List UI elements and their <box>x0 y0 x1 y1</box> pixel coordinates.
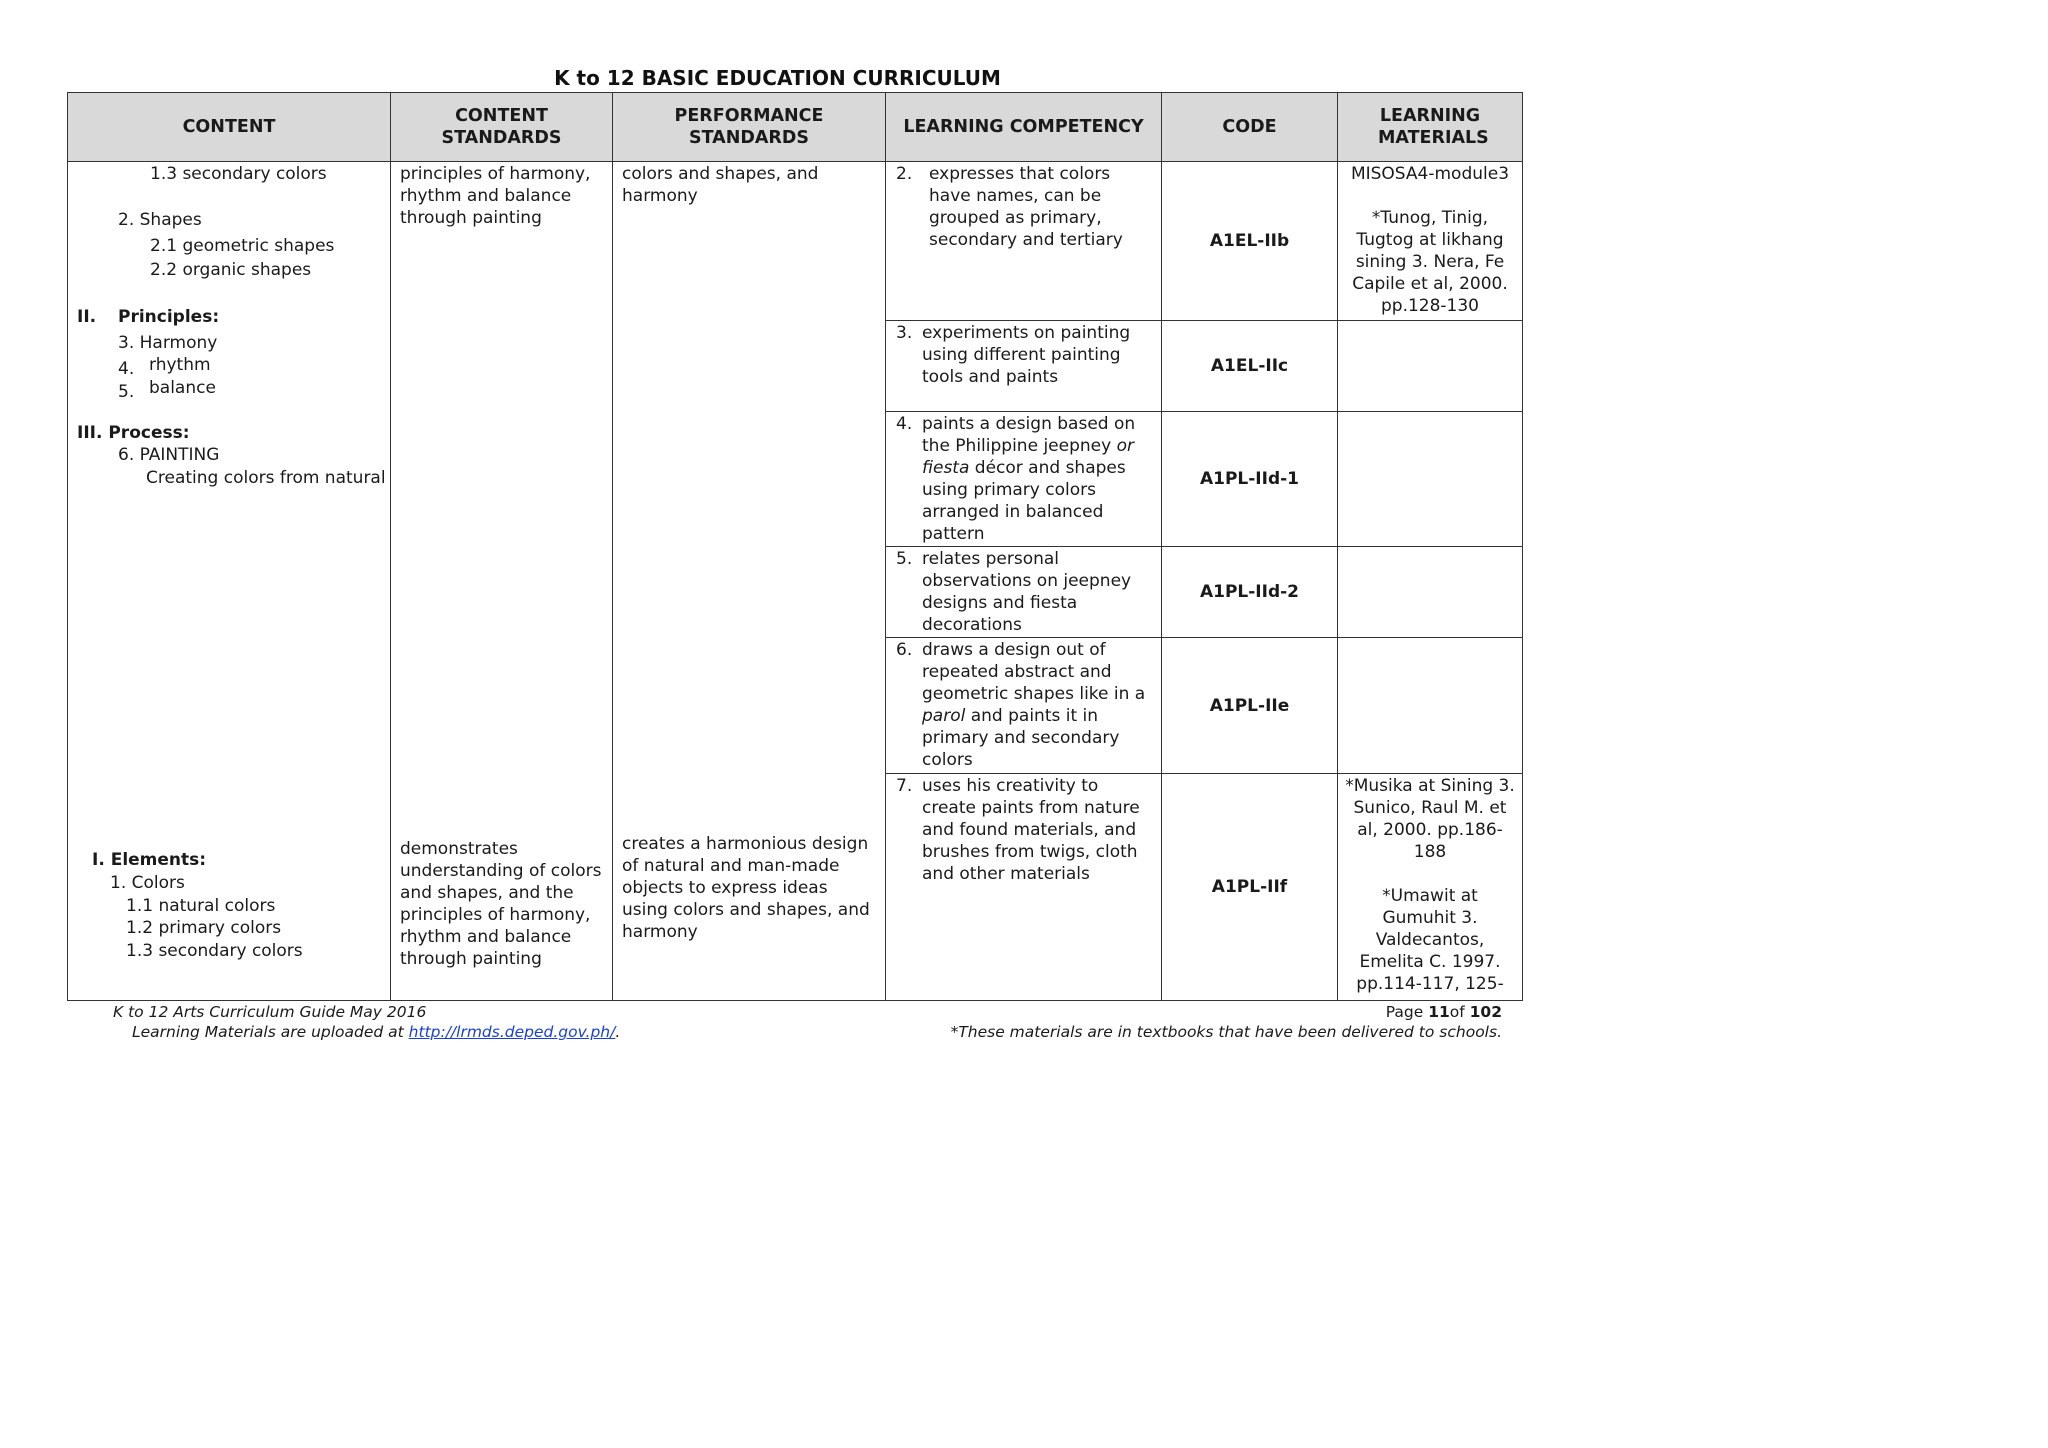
materials-cell <box>1338 321 1523 412</box>
competency-cell <box>886 638 1162 774</box>
content-line: 6. PAINTING <box>118 445 220 465</box>
content-standards-top: principles of harmony, rhythm and balance through painting <box>400 164 591 228</box>
competency-item: 2. expresses that colors have names, can be grouped as primary, secondary and tertiary <box>896 164 1123 250</box>
code-cell: A1PL-IIe <box>1162 638 1338 774</box>
competency-item: 4. paints a design based on the Philippine jeepney or fiesta décor and shapes using primary colors arranged in balanced pattern <box>896 414 1136 544</box>
content-line: I. Elements: <box>92 850 207 870</box>
performance-standards-top: colors and shapes, and harmony <box>622 164 819 206</box>
materials-cell <box>1338 547 1523 638</box>
code-cell: A1EL-IIb <box>1162 162 1338 321</box>
footer-guide: K to 12 Arts Curriculum Guide May 2016 <box>113 1003 427 1021</box>
table-header-row <box>68 93 1523 162</box>
content-line: 1.3 secondary colors <box>150 164 327 184</box>
content-line: 2.2 organic shapes <box>150 260 312 280</box>
materials-cell: MISOSA4-module3 *Tunog, Tinig, Tugtog at likhang sining 3. Nera, Fe Capile et al, 2000. pp.128-130 <box>1338 162 1523 321</box>
competency-cell <box>886 412 1162 547</box>
content-line: 1.1 natural colors <box>126 896 276 916</box>
content-line: 2.1 geometric shapes <box>150 236 335 256</box>
code-cell: A1PL-IId-2 <box>1162 547 1338 638</box>
document-title: K to 12 BASIC EDUCATION CURRICULUM <box>554 66 1001 90</box>
competency-item: 6. draws a design out of repeated abstract and geometric shapes like in a parol and paints it in primary and secondary colors <box>896 640 1146 770</box>
content-line: 4. <box>118 359 135 379</box>
header-content-standards: CONTENT STANDARDS <box>391 93 613 162</box>
header-performance-standards: PERFORMANCE STANDARDS <box>613 93 886 162</box>
header-code: CODE <box>1162 93 1338 162</box>
footer-upload-note: Learning Materials are uploaded at http://lrmds.deped.gov.ph/. <box>132 1023 621 1041</box>
content-line: 2. Shapes <box>118 210 202 230</box>
page-number: Page 11of 102 <box>1385 1003 1502 1021</box>
performance-standards-bottom: creates a harmonious design of natural and man-made objects to express ideas using colors and shapes, and harmony <box>622 834 870 942</box>
competency-item: 5. relates personal observations on jeepney designs and fiesta decorations <box>896 549 1132 635</box>
competency-cell <box>886 162 1162 321</box>
header-content: CONTENT <box>68 93 391 162</box>
content-line: II. <box>77 307 97 327</box>
content-line: 1. Colors <box>110 873 185 893</box>
materials-cell: *Musika at Sining 3. Sunico, Raul M. et al, 2000. pp.186-188 *Umawit at Gumuhit 3. Valdecantos, Emelita C. 1997. pp.114-117, 125- <box>1338 774 1523 1001</box>
content-line: Creating colors from natural <box>146 468 386 488</box>
content-standards-cell <box>391 162 613 1001</box>
content-line: rhythm <box>149 355 211 375</box>
code-cell: A1EL-IIc <box>1162 321 1338 412</box>
lrmds-link[interactable]: http://lrmds.deped.gov.ph/ <box>408 1023 616 1041</box>
header-learning-competency: LEARNING COMPETENCY <box>886 93 1162 162</box>
content-cell <box>68 162 391 1001</box>
competency-cell <box>886 547 1162 638</box>
code-cell: A1PL-IIf <box>1162 774 1338 1001</box>
header-learning-materials: LEARNING MATERIALS <box>1338 93 1523 162</box>
content-line: balance <box>149 378 216 398</box>
content-line: 5. <box>118 382 135 402</box>
content-line: 1.2 primary colors <box>126 918 282 938</box>
materials-cell <box>1338 412 1523 547</box>
content-standards-bottom: demonstrates understanding of colors and shapes, and the principles of harmony, rhythm and balance through painting <box>400 839 602 969</box>
competency-cell <box>886 321 1162 412</box>
code-cell: A1PL-IId-1 <box>1162 412 1338 547</box>
table-row <box>68 162 1523 321</box>
content-line: III. Process: <box>77 423 190 443</box>
curriculum-table <box>67 92 1523 1001</box>
footer-textbook-note: *These materials are in textbooks that have been delivered to schools. <box>950 1023 1502 1041</box>
performance-standards-cell <box>613 162 886 1001</box>
competency-item: 3. experiments on painting using different painting tools and paints <box>896 323 1131 387</box>
content-line: 3. Harmony <box>118 333 218 353</box>
content-line: Principles: <box>118 307 220 327</box>
content-line: 1.3 secondary colors <box>126 941 303 961</box>
competency-item: 7. uses his creativity to create paints from nature and found materials, and brushes from twigs, cloth and other materials <box>896 776 1140 884</box>
competency-cell <box>886 774 1162 1001</box>
materials-cell <box>1338 638 1523 774</box>
